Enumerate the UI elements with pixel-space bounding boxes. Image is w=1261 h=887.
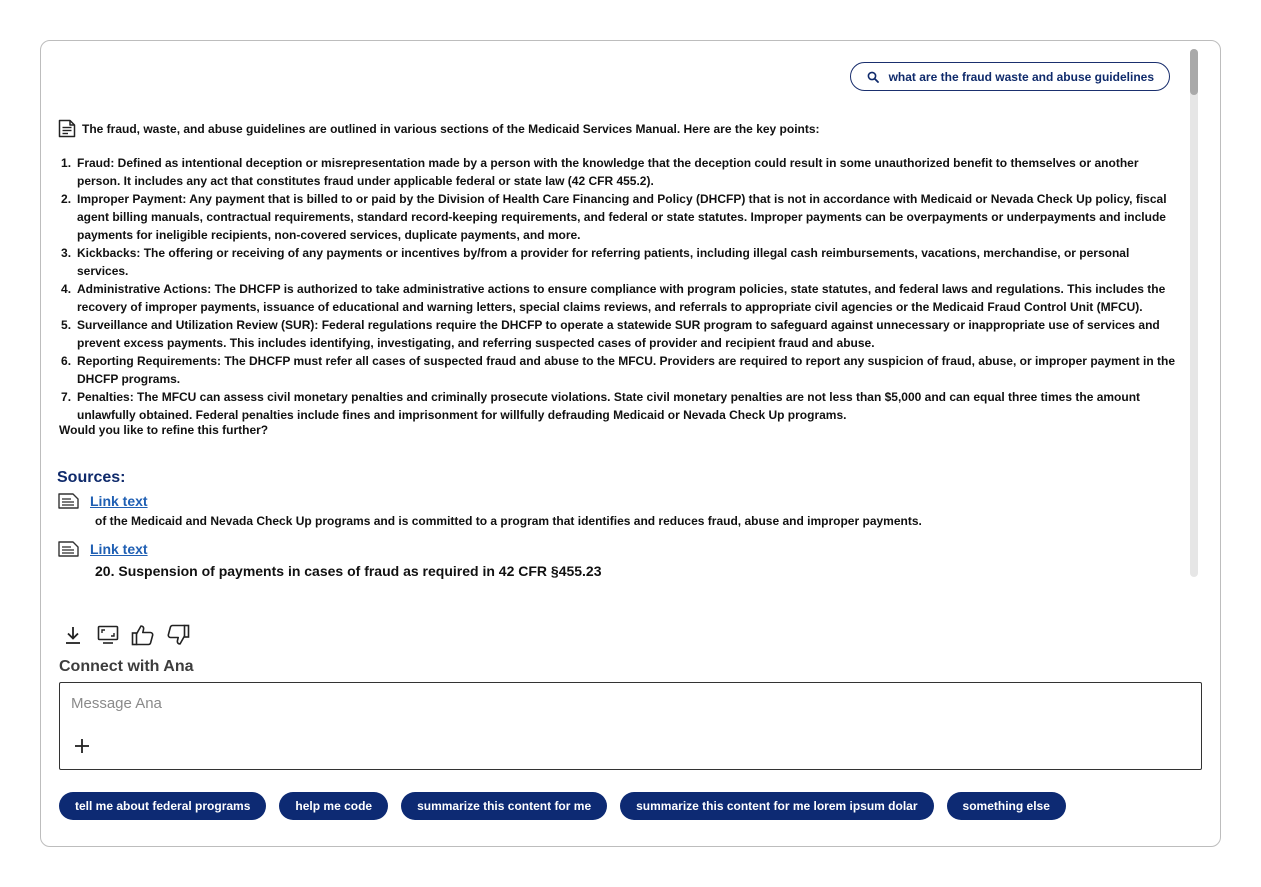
document-icon	[58, 119, 76, 138]
thumbs-up-icon	[131, 624, 155, 646]
document-lines-icon	[58, 493, 79, 509]
list-item: Surveillance and Utilization Review (SUR): Federal regulations require the DHCFP to operate a statewide SUR program to safeguard against unnecessary or inappropriate use of services and prevent excess payments. This includes identifying, investigating, and referring suspected cases of provider and recipient fraud and abuse.	[77, 318, 1160, 350]
thumbs-down-button[interactable]	[166, 623, 190, 647]
list-item: Improper Payment: Any payment that is billed to or paid by the Division of Health Care Financing and Policy (DHCFP) that is not in accordance with Medicaid or Nevada Check Up policy, fiscal agent billing manuals, contractual requirements, standard record-keeping requirements, and federal or state statutes. Improper payments can be overpayments or underpayments and include payments for ineligible recipients, non-covered services, duplicate payments, and more.	[77, 192, 1167, 242]
user-query-pill[interactable]	[850, 62, 1170, 91]
source-item	[58, 541, 602, 579]
source-link[interactable]: Link text	[90, 493, 148, 509]
source-description: of the Medicaid and Nevada Check Up programs and is committed to a program that identifies and reduces fraud, abuse and improper payments.	[95, 514, 922, 528]
chat-panel	[40, 40, 1221, 847]
user-query-text: what are the fraud waste and abuse guidelines	[888, 69, 1154, 84]
source-link[interactable]: Link text	[90, 541, 148, 557]
suggestion-chips	[59, 792, 1079, 820]
answer-intro-text: The fraud, waste, and abuse guidelines are outlined in various sections of the Medicaid Services Manual. Here are the key points:	[82, 121, 820, 136]
thumbs-down-icon	[166, 624, 190, 646]
scrollbar[interactable]	[1190, 49, 1198, 577]
suggestion-chip[interactable]: summarize this content for me	[401, 792, 607, 820]
suggestion-chip[interactable]: help me code	[279, 792, 388, 820]
list-item: Fraud: Defined as intentional deception or misrepresentation made by a person with the knowledge that the deception could result in some unauthorized benefit to themselves or another person. It includes any act that constitutes fraud under applicable federal or state law (42 CFR 455.2).	[77, 156, 1139, 188]
document-lines-icon	[58, 541, 79, 557]
list-item: Reporting Requirements: The DHCFP must refer all cases of suspected fraud and abuse to the MFCU. Providers are required to report any suspicion of fraud, abuse, or improper payment in the DHCFP programs.	[77, 354, 1175, 386]
suggestion-chip[interactable]: tell me about federal programs	[59, 792, 266, 820]
followup-question: Would you like to refine this further?	[59, 423, 269, 437]
download-button[interactable]	[61, 623, 85, 647]
download-icon	[63, 624, 83, 646]
expand-screen-icon	[97, 625, 119, 645]
scrollbar-thumb[interactable]	[1190, 49, 1198, 95]
list-item: Kickbacks: The offering or receiving of any payments or incentives by/from a provider for referring patients, including illegal cash reimbursements, vacations, merchandise, or personal services.	[77, 246, 1130, 278]
response-actions	[61, 623, 201, 647]
source-item	[58, 493, 922, 528]
list-item: Penalties: The MFCU can assess civil monetary penalties and criminally prosecute violations. State civil monetary penalties are not less than $5,000 and can equal three times the amount unlawfully obtained. Federal penalties include fines and imprisonment for willfully defrauding Medicaid or Nevada Check Up programs.	[77, 390, 1141, 422]
suggestion-chip[interactable]: something else	[947, 792, 1066, 820]
key-points-list	[77, 154, 1177, 424]
thumbs-up-button[interactable]	[131, 623, 155, 647]
source-description: 20. Suspension of payments in cases of fraud as required in 42 CFR §455.23	[95, 563, 602, 579]
plus-icon[interactable]	[74, 738, 90, 754]
suggestion-chip[interactable]: summarize this content for me lorem ipsum dolar	[620, 792, 933, 820]
search-icon	[867, 71, 879, 83]
sources-heading: Sources:	[57, 469, 126, 486]
composer-label: Connect with Ana	[59, 658, 194, 675]
message-composer	[59, 682, 1202, 770]
message-input[interactable]	[71, 693, 1171, 713]
list-item: Administrative Actions: The DHCFP is authorized to take administrative actions to ensure compliance with program policies, state statutes, and federal laws and regulations. This includes the recovery of improper payments, issuance of educational and warning letters, special claims reviews, and referrals to appropriate civil agencies or the Medicaid Fraud Control Unit (MFCU).	[77, 282, 1166, 314]
expand-button[interactable]	[96, 623, 120, 647]
answer-intro	[58, 119, 820, 138]
